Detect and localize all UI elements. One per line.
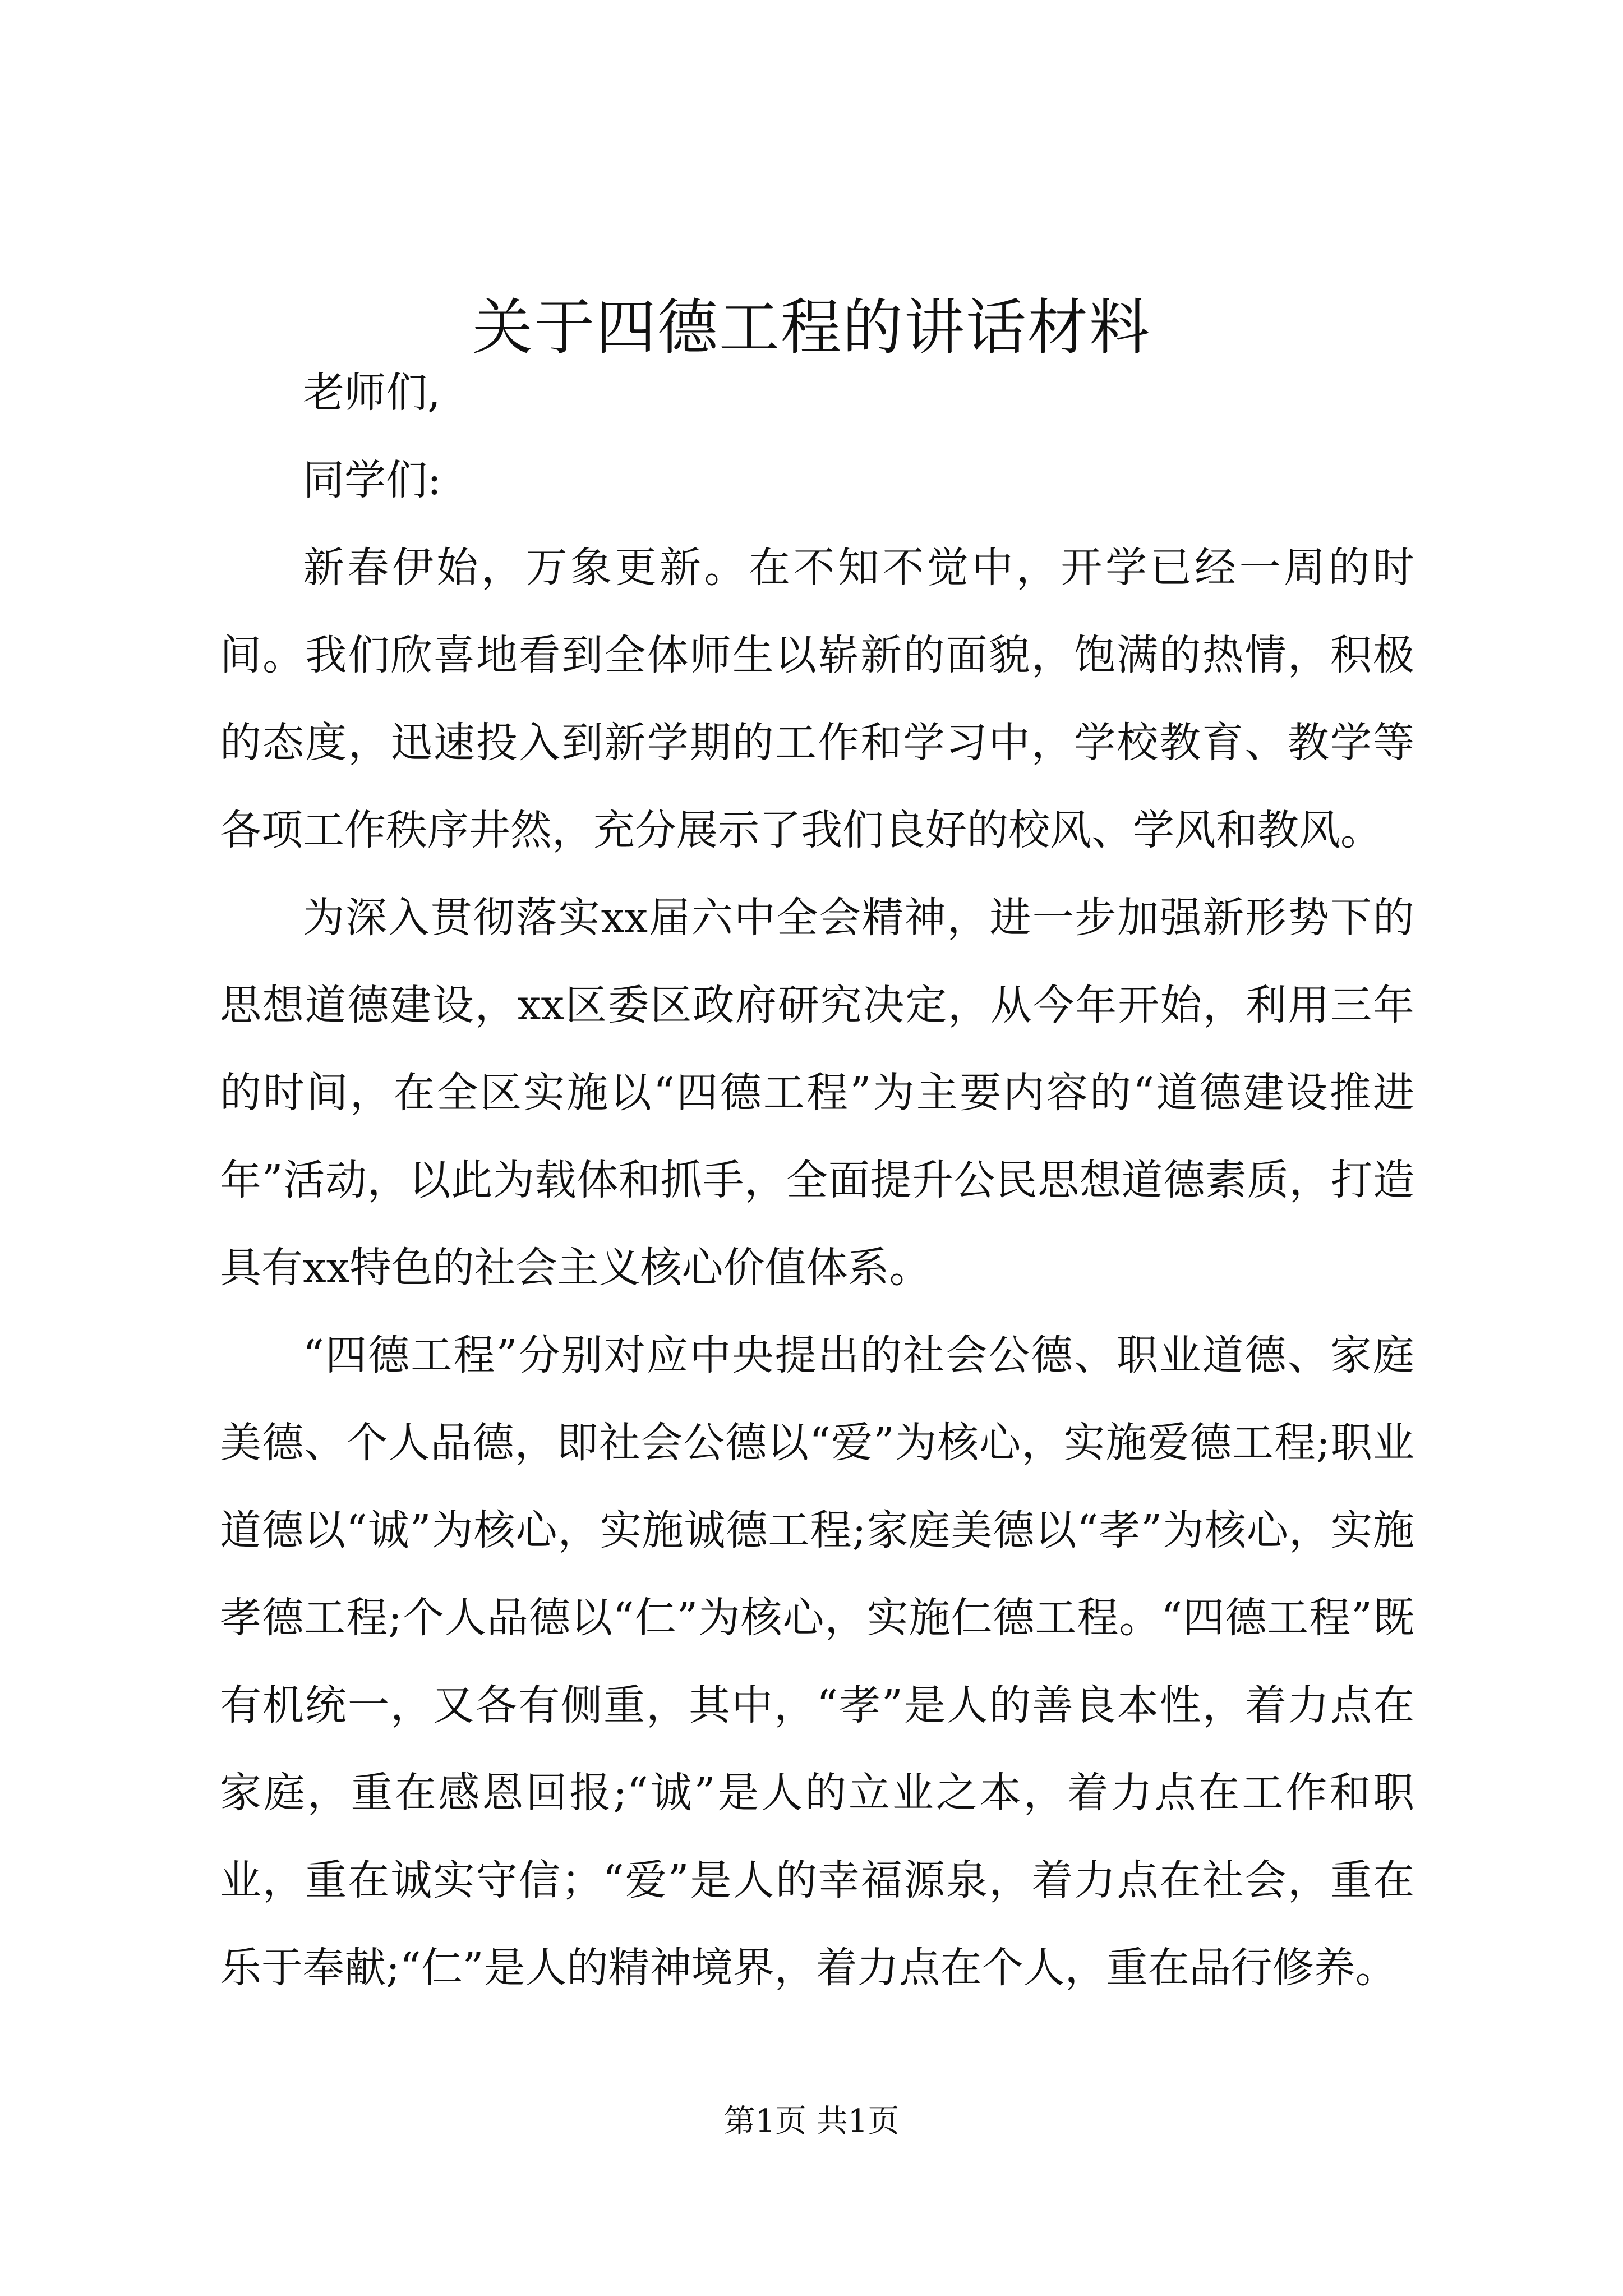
salutation-teachers: 老师们, <box>303 369 441 417</box>
paragraph-four-virtues: “四德工程”分别对应中央提出的社会公德、职业道德、家庭美德、个人品德，即社会公德以“爱”为核心，实施爱德工程;职业道德以“诚”为核心，实施诚德工程;家庭美德以“孝”为核心，实施孝德工程;个人品德以“仁”为核心，实施仁德工程。“四德工程”既有机统一，又各有侧重，其中，“孝”是人的善良本性，着力点在家庭，重在感恩回报;“诚”是人的立业之本，着力点在工作和职业，重在诚实守信；“爱”是人的幸福源泉，着力点在社会，重在乐于奉献;“仁”是人的精神境界，着力点在个人，重在品行修养。 <box>220 1331 1414 1992</box>
salutation-students: 同学们: <box>303 456 441 504</box>
paragraph-opening: 新春伊始，万象更新。在不知不觉中，开学已经一周的时间。我们欣喜地看到全体师生以崭新的面貌，饱满的热情，积极的态度，迅速投入到新学期的工作和学习中，学校教育、教学等各项工作秩序井然，充分展示了我们良好的校风、学风和教风。 <box>220 544 1414 854</box>
document-body <box>220 349 1414 2012</box>
document-title: 关于四德工程的讲话材料 <box>472 293 1151 363</box>
paragraph-background: 为深入贯彻落实xx届六中全会精神，进一步加强新形势下的思想道德建设，xx区委区政府研究决定，从今年开始，利用三年的时间，在全区实施以“四德工程”为主要内容的“道德建设推进年”活动，以此为载体和抓手，全面提升公民思想道德素质，打造具有xx特色的社会主义核心价值体系。 <box>220 894 1414 1292</box>
page-footer: 第1页 共1页 <box>723 2103 900 2139</box>
